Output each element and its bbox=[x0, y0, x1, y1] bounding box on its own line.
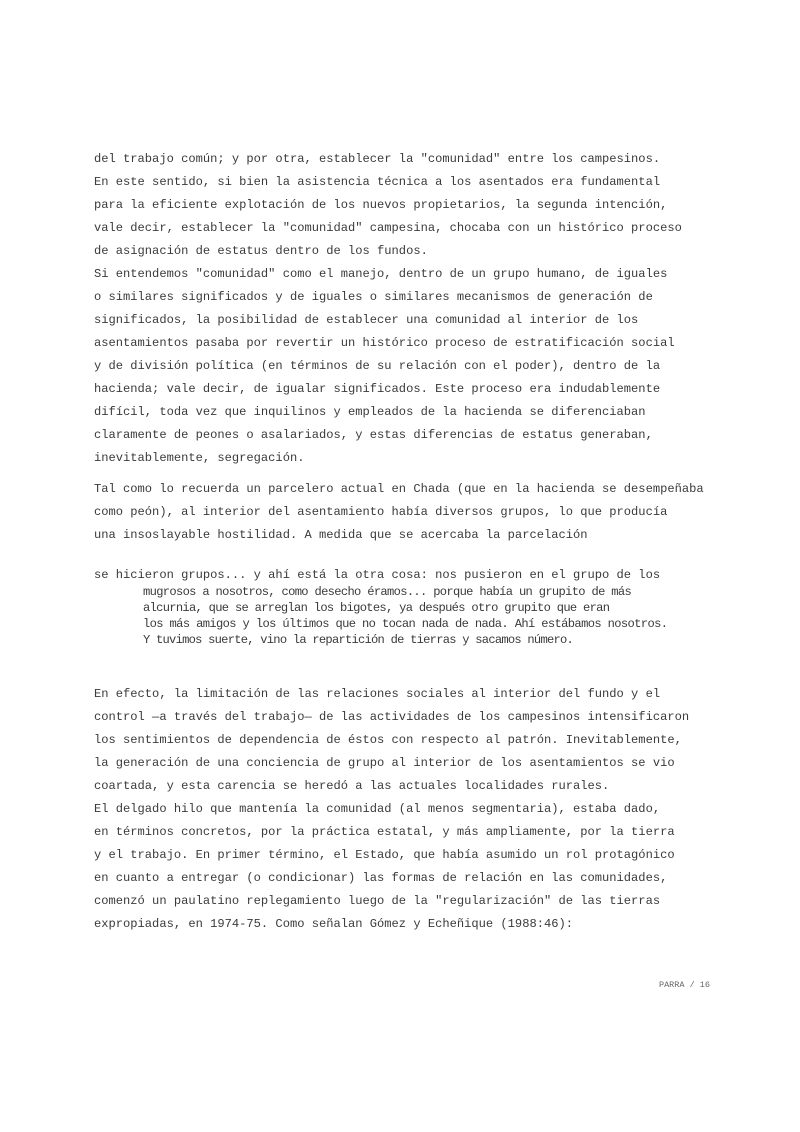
text-line: asentamientos pasaba por revertir un histórico proceso de estratificación social bbox=[94, 336, 675, 350]
text-line: vale decir, establecer la "comunidad" campesina, chocaba con un histórico proceso bbox=[94, 221, 682, 235]
quote-line: se hicieron grupos... y ahí está la otra cosa: nos pusieron en el grupo de los bbox=[94, 568, 661, 582]
text-line: expropiadas, en 1974-75. Como señalan Gómez y Echeñique (1988:46): bbox=[94, 917, 573, 931]
text-line: hacienda; vale decir, de igualar significados. Este proceso era indudablemente bbox=[94, 382, 661, 396]
quote-line: alcurnia, que se arreglan los bigotes, ya después otro grupito que eran bbox=[143, 601, 610, 615]
quote-line: los más amigos y los últimos que no tocan nada de nada. Ahí estábamos nosotros. bbox=[143, 617, 668, 631]
text-line: El delgado hilo que mantenía la comunidad (al menos segmentaria), estaba dado, bbox=[94, 802, 661, 816]
quote-line: mugrosos a nosotros, como desecho éramos... porque había un grupito de más bbox=[143, 585, 632, 599]
text-line: como peón), al interior del asentamiento había diversos grupos, lo que producía bbox=[94, 505, 668, 519]
text-line: coartada, y esta carencia se heredó a las actuales localidades rurales. bbox=[94, 779, 610, 793]
text-line: los sentimientos de dependencia de éstos con respecto al patrón. Inevitablemente, bbox=[94, 733, 682, 747]
text-line: En efecto, la limitación de las relaciones sociales al interior del fundo y el bbox=[94, 687, 661, 701]
text-line: en cuanto a entregar (o condicionar) las formas de relación en las comunidades, bbox=[94, 871, 668, 885]
text-line: y de división política (en términos de su relación con el poder), dentro de la bbox=[94, 359, 661, 373]
text-line: Tal como lo recuerda un parcelero actual en Chada (que en la hacienda se desempeñaba bbox=[94, 482, 704, 496]
text-line: la generación de una conciencia de grupo al interior de los asentamientos se vio bbox=[94, 756, 675, 770]
page-number: PARRA / 16 bbox=[658, 980, 710, 990]
text-line: o similares significados y de iguales o similares mecanismos de generación de bbox=[94, 290, 653, 304]
quote-line: Y tuvimos suerte, vino la repartición de tierras y sacamos número. bbox=[143, 633, 574, 647]
text-line: control —a través del trabajo— de las actividades de los campesinos intensificaron bbox=[94, 710, 690, 724]
text-line: en términos concretos, por la práctica estatal, y más ampliamente, por la tierra bbox=[94, 825, 675, 839]
text-line: de asignación de estatus dentro de los fundos. bbox=[94, 244, 428, 258]
text-line: En este sentido, si bien la asistencia técnica a los asentados era fundamental bbox=[94, 175, 661, 189]
text-line: claramente de peones o asalariados, y estas diferencias de estatus generaban, bbox=[94, 428, 653, 442]
text-line: una insoslayable hostilidad. A medida que se acercaba la parcelación bbox=[94, 528, 588, 542]
text-line: para la eficiente explotación de los nuevos propietarios, la segunda intención, bbox=[94, 198, 668, 212]
text-line: inevitablemente, segregación. bbox=[94, 451, 305, 465]
text-line: significados, la posibilidad de establecer una comunidad al interior de los bbox=[94, 313, 639, 327]
text-line: del trabajo común; y por otra, establecer la "comunidad" entre los campesinos. bbox=[94, 152, 661, 166]
text-line: y el trabajo. En primer término, el Estado, que había asumido un rol protagónico bbox=[94, 848, 675, 862]
text-line: Si entendemos "comunidad" como el manejo, dentro de un grupo humano, de iguales bbox=[94, 267, 668, 281]
text-line: difícil, toda vez que inquilinos y empleados de la hacienda se diferenciaban bbox=[94, 405, 646, 419]
text-line: comenzó un paulatino replegamiento luego de la "regularización" de las tierras bbox=[94, 894, 661, 908]
